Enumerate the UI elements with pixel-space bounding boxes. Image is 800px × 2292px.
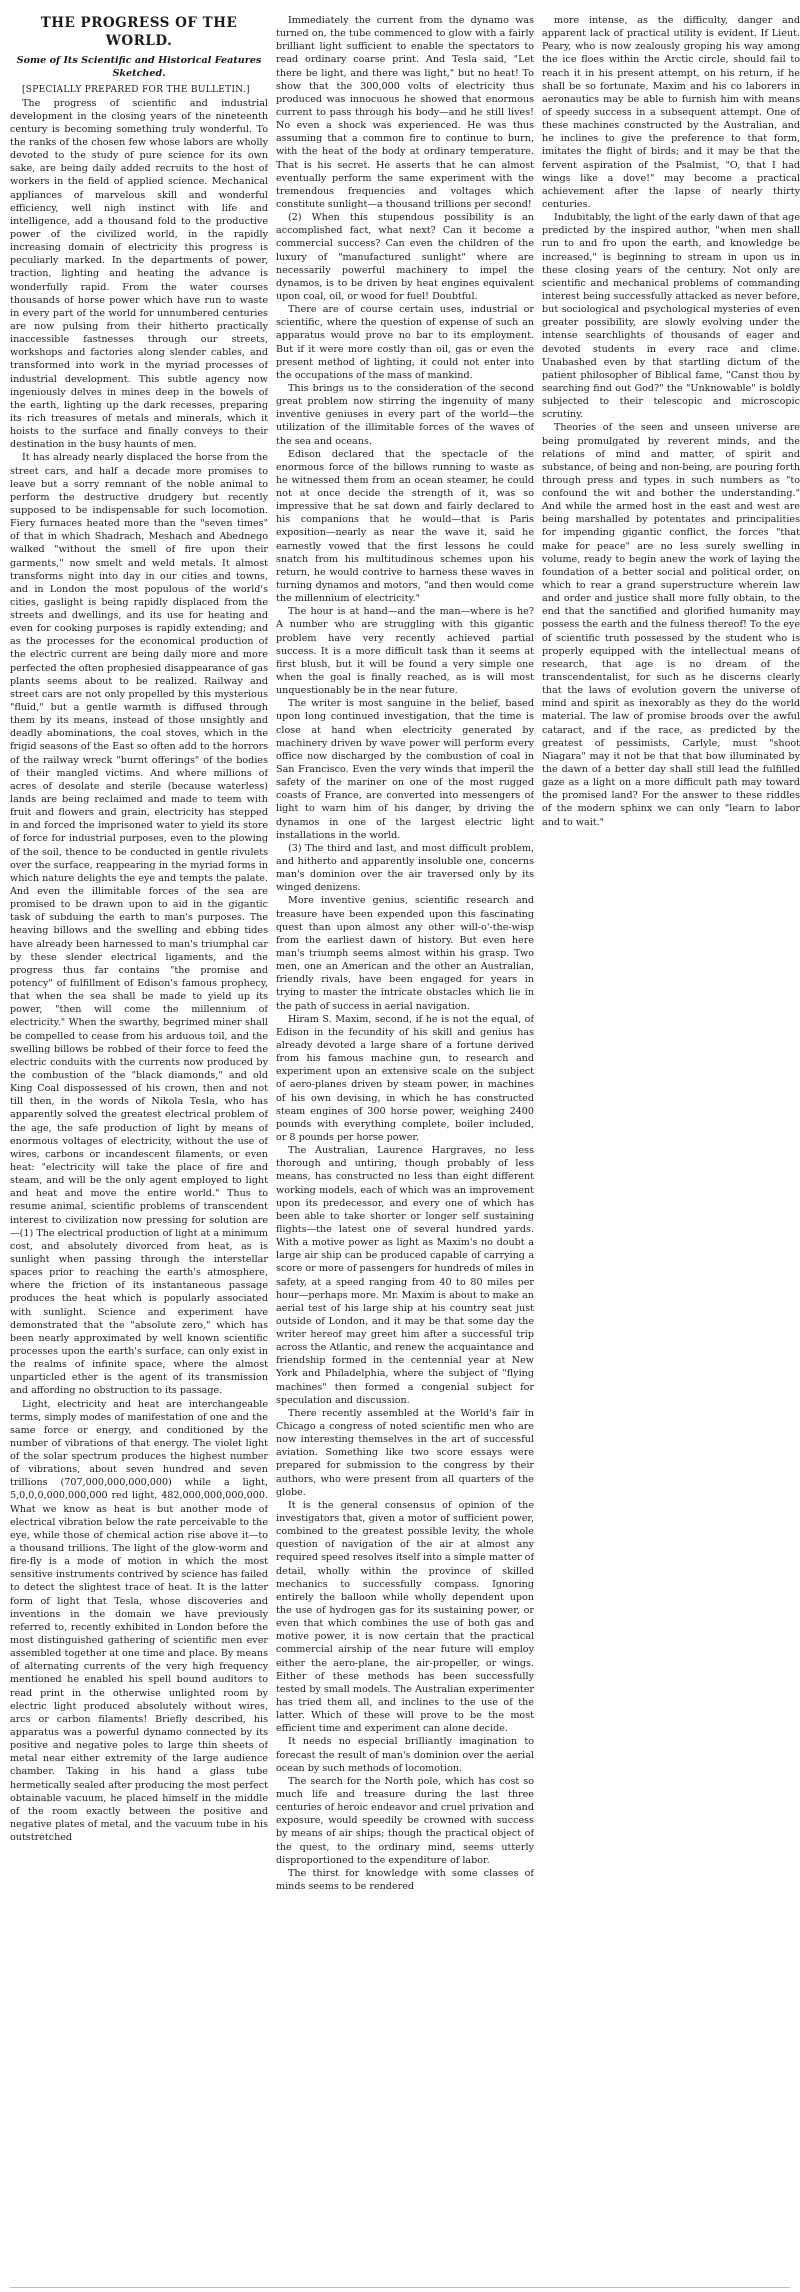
article-paragraph: The hour is at hand—and the man—where is he? A number who are struggling with this gigantic problem have very recently achieved partial success. It is a more difficult task than it seems at first blush, but it will be found a very simple one when the goal is finally reached, as is will most unquestionably be in the near future. (276, 606, 534, 697)
article-paragraph: more intense, as the difficulty, danger and apparent lack of practical utility is evident. If Lieut. Peary, who is now zealously groping his way among the ice floes within the Arctic circle, should fail to reach it in his present attempt, on his return, if he shall be so fortunate, Maxim and his co laborers in aeronautics may be able to furnish him with means of speedy success in a subsequent attempt. One of these machines constructed by the Australian, and he inclines to give the preference to that form, imitates the flight of birds; and it may be that the fervent aspiration of the Psalmist, "O, that I had wings like a dove!" may become a practical achievement after the lapse of nearly thirty centuries. (542, 15, 800, 210)
article-paragraph: Hiram S. Maxim, second, if he is not the equal, of Edison in the fecundity of his skill and genius has already devoted a large share of a fortune derived from his famous machine gun, to research and experiment upon an extensive scale on the subject of aero-planes driven by steam power, in machines of his own devising, in which he has constructed steam engines of 300 horse power, weighing 2400 pounds with everything complete, boiler included, or 8 pounds per horse power. (276, 1013, 534, 1143)
article-paragraph: The writer is most sanguine in the belief, based upon long continued investigation, that the time is close at hand when electricity generated by machinery driven by wave power will perform every office now discharged by the combustion of coal in San Francisco. Even the very winds that imperil the safety of the mariner on one of the most rugged coasts of France, are converted into messengers of light to warn him of his danger, by driving the dynamos in one of the largest electric light installations in the world. (276, 698, 534, 841)
article-paragraph: There recently assembled at the World's fair in Chicago a congress of noted scientific men who are now interesting themselves in the art of successful aviation. Something like two score essays were prepared for submission to the congress by their authors, who were present from all quarters of the globe. (276, 1407, 534, 1498)
article-columns (10, 14, 800, 2284)
article-paragraph: The progress of scientific and industrial development in the closing years of the nineteenth century is becoming something truly wonderful. To the ranks of the chosen few whose labors are wholly devoted to the study of pure science for its own sake, are being daily added recruits to the host of workers in the field of applied science. Mechanical appliances of marvelous skill and wonderful efficiency, well nigh instinct with life and intelligence, add a thousand fold to the productive power of the civilized world, in the rapidly increasing domain of electricity this progress is peculiarly marked. In the departments of power, traction, lighting and heating the advance is wonderfully rapid. From the water courses thousands of horse power which have run to waste in every part of the world for unnumbered centuries are now pulsing from their hitherto practically inaccessible fastnesses through our streets, workshops and factories along slender cables, and transformed into work in the myriad processes of industrial development. This subtle agency now ingeniously delves in mines deep in the bowels of the earth, lighting up the dark recesses, preparing its rich treasures of metals and minerals, which it hoists to the surface and finally conveys to their destination in the busy haunts of men. (10, 97, 268, 451)
article-paragraph: Immediately the current from the dynamo was turned on, the tube commenced to glow with a fairly brilliant light sufficient to enable the spectators to read ordinary coarse print. And Tesla said, "Let there be light, and there was light," but no heat! To show that the 300,000 volts of electricity thus produced was innocuous he showed that enormous current to pass through his body—and he still lives! No even a shock was experienced. He was thus assuming that a common fire to continue to burn, with the heat of the body at ordinary temperature. That is his secret. He asserts that he can almost eventually perform the same experiment with the tremendous frequencies and voltages which constitute sunlight—a thousand trillions per second! (276, 15, 534, 210)
article-paragraph: The search for the North pole, which has cost so much life and treasure during the last three centuries of heroic endeavor and cruel privation and exposure, would speedily be crowned with success by means of air ships; though the practical object of the quest, to the ordinary mind, seems utterly disproportioned to the expenditure of labor. (276, 1775, 534, 1866)
article-paragraph: Indubitably, the light of the early dawn of that age predicted by the inspired author, "when men shall run to and fro upon the earth, and knowledge be increased," is beginning to stream in upon us in these closing years of the century. Not only are scientific and mechanical problems of commanding interest being successfully attacked as never before, but sociological and psychological mysteries of even greater possibility, are slowly evolving under the intense searchlights of thousands of eager and devoted students in every race and clime. Unabashed even by that startling dictum of the patient philosopher of Biblical fame, "Canst thou by searching find out God?" the "Unknowable" is boldly subjected to their telescopic and microscopic scrutiny. (542, 212, 800, 421)
article-credit: [SPECIALLY PREPARED FOR THE BULLETIN.] (22, 85, 250, 96)
column-1 (10, 14, 268, 2284)
article-paragraph: There are of course certain uses, industrial or scientific, where the question of expense of such an apparatus would prove no bar to its employment. But if it were more costly than oil, gas or even the present method of lighting, it could not enter into the occupations of the mass of mankind. (276, 304, 534, 381)
article-paragraph: (2) When this stupendous possibility is an accomplished fact, what next? Can it become a commercial success? Can even the children of the luxury of "manufactured sunlight" where are necessarily powerful machinery to impel the dynamos, is to be driven by heat engines equivalent upon coal, oil, or wood for fuel! Doubtful. (276, 212, 534, 302)
article-paragraph: The Australian, Laurence Hargraves, no less thorough and untiring, though probably of less means, has constructed no less than eight different working models, each of which was an improvement upon its predecessor, and every one of which has been able to take shorter or longer self sustaining flights—the latest one of several hundred yards. With a motive power as light as Maxim's no doubt a large air ship can be produced capable of carrying a score or more of passengers for hundreds of miles in safety, at a speed ranging from 40 to 80 miles per hour—perhaps more. Mr. Maxim is about to make an aerial test of his large ship at his country seat just outside of London, and it may be that some day the writer hereof may greet him after a successful trip across the Atlantic, and renew the acquaintance and friendship formed in the centennial year at New York and Philadelphia, where the subject of "flying machines" then formed a congenial subject for speculation and discussion. (276, 1145, 534, 1406)
column-3 (542, 14, 800, 2284)
article-subhead: Some of Its Scientific and Historical Features Sketched. (16, 54, 262, 80)
article-paragraph: (3) The third and last, and most difficult problem, and hitherto and apparently insoluble one, concerns man's dominion over the air traversed only by its winged denizens. (276, 842, 534, 894)
article-paragraph: This brings us to the consideration of the second great problem now stirring the ingenuity of many inventive geniuses in every part of the world—the utilization of the illimitable forces of the waves of the sea and oceans. (276, 382, 534, 447)
article-paragraph: More inventive genius, scientific research and treasure have been expended upon this fascinating quest than upon almost any other will-o'-the-wisp from the earliest dawn of history. But even here man's triumph seems almost within his grasp. Two men, one an American and the other an Australian, friendly rivals, have been engaged for years in trying to master the intricate obstacles which lie in the path of success in aerial navigation. (276, 895, 534, 1012)
article-paragraph: Theories of the seen and unseen universe are being promulgated by reverent minds, and the relations of mind and matter, of spirit and substance, of being and non-being, are pouring forth through press and types in such numbers as "to confound the wit and bother the understanding." And while the armed host in the east and west are being marshalled by potentates and principalities for impending gigantic conflict, the forces "that make for peace" are no less surely swelling in volume, ready to begin anew the work of laying the foundation of a better social and political order, on which to rear a grand superstructure wherein law and order and justice shall more fully obtain, to the end that the sanctified and glorified humanity may possess the earth and the fulness thereof! To the eye of scientific truth possessed by the student who is properly equipped with the intellectual means of research, that age is no dream of the transcendentalist, for such as he discerns clearly that the laws of evolution govern the universe of mind and spirit as inexorably as they do the world material. The law of promise broods over the awful cataract, and if the race, as predicted by the greatest of pessimists, Carlyle, must "shoot Niagara" may it not be that that bow illuminated by the dawn of a better day shall still lead the fulfilled gaze as a light on a more difficult path may toward the promised land? For the answer to these riddles of the modern sphinx we can only "learn to labor and to wait." (542, 422, 800, 828)
page-bottom-rule (10, 2287, 790, 2288)
article-headline: THE PROGRESS OF THE WORLD. (40, 15, 238, 50)
column-2 (276, 14, 534, 2284)
article-paragraph: It is the general consensus of opinion of the investigators that, given a motor of sufficient power, combined to the greatest possible levity, the whole question of navigation of the air at almost any required speed resolves itself into a simple matter of detail, wholly within the province of skilled mechanics to successfully compass. Ignoring entirely the balloon while wholly dependent upon the use of hydrogen gas for its sustaining power, or even that which combines the use of both gas and motive power, it is now certain that the practical commercial airship of the near future will employ either the aero-plane, the air-propeller, or wings. Either of these methods has been successfully tested by small models. The Australian experimenter has tried them all, and inclines to the use of the latter. Which of these will prove to be the most efficient time and experiment can alone decide. (276, 1499, 534, 1735)
article-paragraph: Light, electricity and heat are interchangeable terms, simply modes of manifestation of one and the same force or energy, and conditioned by the number of vibrations of that energy. The violet light of the solar spectrum produces the highest number of vibrations, about seven hundred and seven trillions (707,000,000,000,000) while a light, 5,0,0,0,000,000,000 red light, 482,000,000,000,000. What we know as heat is but another mode of electrical vibration below the rate perceivable to the eye, while those of chemical action rise above it—to a thousand trillions. The light of the glow-worm and fire-fly is a mode of motion in which the most sensitive instruments contrived by science has failed to detect the slightest trace of heat. It is the latter form of light that Tesla, whose discoveries and inventions in the domain we have previously referred to, recently exhibited in London before the most distinguished gathering of scientific men ever assembled together at one time and place. By means of alternating currents of the very high frequency mentioned he enabled his spell bound auditors to read print in the otherwise unlighted room by electric light produced absolutely without wires, arcs or carbon filaments! Briefly described, his apparatus was a powerful dynamo connected by its positive and negative poles to large thin sheets of metal near either extremity of the large audience chamber. Taking in his hand a glass tube hermetically sealed after producing the most perfect obtainable vacuum, he placed himself in the middle of the room exactly between the positive and negative plates of metal, and the vacuum tube in his outstretched (10, 1398, 268, 1844)
article-paragraph: It has already nearly displaced the horse from the street cars, and half a decade more promises to leave but a sorry remnant of the noble animal to perform the destructive drudgery but recently supposed to be indispensable for such locomotion. Fiery furnaces heated more than the "seven times" of that in which Shadrach, Meshach and Abednego walked "without the smell of fire upon their garments," now smelt and weld metals. It almost transforms night into day in our cities and towns, and in London the most populous of the world's cities, gaslight is being rapidly displaced from the streets and dwellings, and its use for heating and even for cooking purposes is rapidly extending; and as the processes for the economical production of the electric current are being daily more and more perfected the often prophesied disappearance of gas plants seems about to be realized. Railway and street cars are not only propelled by this mysterious "fluid," but a gentle warmth is diffused through them by its means, instead of those unsightly and deadly abominations, the coal stoves, which in the frigid seasons of the East so often add to the horrors of the railway wreck "burnt offerings" of the bodies of their mangled victims. And where millions of acres of desolate and sterile (because waterless) lands are being reclaimed and made to teem with fruit and flowers and grain, electricity has stepped in and forced the imprisoned water to yield its store of force for industrial purposes, even to the plowing of the soil, thence to be conducted in gentle rivulets over the surface, reappearing in the myriad forms in which nature delights the eye and tempts the palate. And even the illimitable forces of the sea are promised to be drawn upon to aid in the gigantic task of subduing the earth to man's purposes. The heaving billows and the swelling and ebbing tides have already been harnessed to man's triumphal car by these slender electrical ligaments, and the progress thus far contains "the promise and potency" of fulfillment of Edison's famous prophecy, that when the sea shall be made to yield up its power, "then will come the millennium of electricity." When the swarthy, begrimed miner shall be compelled to cease from his arduous toil, and the swelling billows be robbed of their force to feed the electric conduits with the currents now produced by the combustion of the "black diamonds," and old King Coal dispossessed of his crown, then and not till then, in the words of Nikola Tesla, who has apparently solved the greatest electrical problem of the age, the safe production of light by means of enormous voltages of electricity, without the use of wires, carbons or incandescent filaments, or even heat: "electricity will take the place of fire and steam, and will be the only agent employed to light and heat and move the entire world." Thus to resume animal, scientific problems of transcendent interest to civilization now pressing for solution are—(1) The electrical production of light at a minimum cost, and absolutely divorced from heat, as is sunlight when passing through the interstellar spaces prior to reaching the earth's atmosphere, where the friction of its instantaneous passage produces the heat which is popularly associated with sunlight. Science and experiment have demonstrated that the "absolute zero," which has been nearly approximated by well known scientific processes upon the earth's surface, can only exist in the realms of infinite space, where the almost unparticled ether is the agent of its transmission and affording no obstruction to its passage. (10, 452, 268, 1397)
article-paragraph: The thirst for knowledge with some classes of minds seems to be rendered (276, 1867, 534, 1892)
article-paragraph: Edison declared that the spectacle of the enormous force of the billows running to waste as he witnessed them from an ocean steamer, he could not at once decide the strength of it, was so impressive that he sat down and fairly declared to his companions that he would—that is Paris exposition—nearly as near the wave it, said he earnestly vowed that the first lessons he could snatch from his multitudinous schemes upon his return, he would contrive to harness these waves in turning dynamos and motors, "and then would come the millennium of electricity." (276, 448, 534, 605)
article-paragraph: It needs no especial brilliantly imagination to forecast the result of man's dominion over the aerial ocean by such methods of locomotion. (276, 1736, 534, 1774)
